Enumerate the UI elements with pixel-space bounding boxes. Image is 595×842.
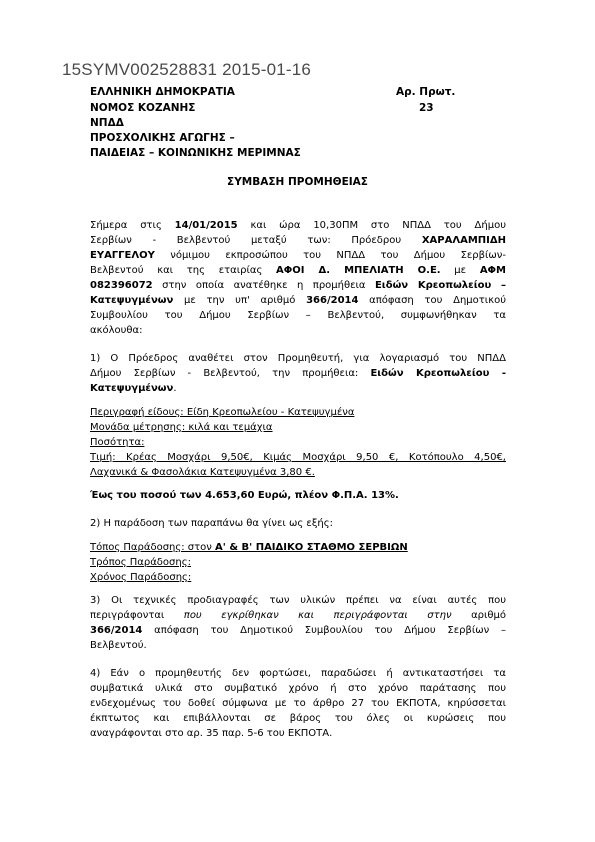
clause-4-line-4: έκπτωτος και επιβάλλονται σε βάρος του όλες οι κυρώσεις που (90, 713, 506, 724)
supply-type: Κατεψυγμένων (90, 295, 174, 306)
item-description: Περιγραφή είδους: Είδη Κρεοπωλείου - Κατεψυγμένα (90, 407, 355, 418)
decision-number: 366/2014 (306, 295, 359, 306)
intro-line-5 (90, 278, 506, 293)
text: απόφαση του Δημοτικού (358, 295, 506, 306)
letterhead-line-4: ΠΡΟΣΧΟΛΙΚΗΣ ΑΓΩΓΗΣ – (90, 132, 235, 144)
document-title: ΣΥΜΒΑΣΗ ΠΡΟΜΗΘΕΙΑΣ (227, 176, 368, 188)
text: αριθμό (451, 610, 506, 621)
item-unit: Μονάδα μέτρησης: κιλά και τεμάχια (90, 422, 273, 433)
document-stamp: 15SYMV002528831 2015-01-16 (62, 60, 312, 79)
approved-specs-text: που εγκρίθηκαν και περιγράφονται στην (183, 610, 452, 621)
text: Δήμου Σερβίων - Βελβεντού, την προμήθεια: (90, 368, 371, 379)
letterhead-line-5: ΠΑΙΔΕΙΑΣ – ΚΟΙΝΩΝΙΚΗΣ ΜΕΡΙΜΝΑΣ (90, 147, 301, 159)
company-name: ΑΦΟΙ Δ. ΜΠΕΛΙΑΤΗ Ο.Ε. (276, 265, 441, 276)
letterhead-line-1: ΕΛΛΗΝΙΚΗ ΔΗΜΟΚΡΑΤΙΑ (90, 86, 235, 98)
delivery-place-value: Α' & Β' ΠΑΙΔΙΚΟ ΣΤΑΘΜΟ ΣΕΡΒΙΩΝ (215, 542, 408, 553)
delivery-place-label: Τόπος Παράδοσης: στον (90, 542, 216, 553)
tax-id: 082396072 (90, 280, 153, 291)
clause-1-line-3 (90, 381, 506, 396)
president-surname: ΧΑΡΑΛΑΜΠΙΔΗ (421, 235, 506, 246)
text: Σερβίων - Βελβεντού μεταξύ των: Πρόεδρου (90, 235, 422, 246)
text: περιγράφονται (90, 610, 184, 621)
clause-2-line-1: 2) Η παράδοση των παραπάνω θα γίνει ως εξής: (90, 518, 333, 529)
text: νόμιμου εκπροσώπου του ΝΠΔΔ του Δήμου Σερβίων- (154, 250, 506, 261)
intro-line-6 (90, 293, 506, 308)
letterhead-line-3: ΝΠΔΔ (90, 117, 124, 129)
protocol-number: 23 (419, 102, 434, 114)
intro-line-4 (90, 263, 506, 278)
clause-3-line-1: 3) Οι τεχνικές προδιαγραφές των υλικών πρέπει να είναι αυτές που (90, 595, 506, 606)
clause-1-line-1: 1) Ο Πρόεδρος αναθέτει στον Προμηθευτή, για λογαριασμό του ΝΠΔΔ (90, 353, 506, 364)
delivery-place (90, 540, 506, 555)
president-name: ΕΥΑΓΓΕΛΟΥ (90, 250, 155, 261)
clause-4-line-3: ενδεχομένως του δοθεί σύμφωνα με το άρθρο 27 του ΕΚΠΟΤΑ, κηρύσσεται (90, 698, 506, 709)
text: . (173, 383, 177, 394)
clause-3-line-4: Βελβεντού. (90, 640, 147, 651)
protocol-label: Αρ. Πρωτ. (396, 86, 456, 98)
intro-line-7: Συμβουλίου του Δήμου Σερβίων – Βελβεντού, συμφωνήθηκαν τα (90, 310, 506, 321)
tax-id-label: ΑΦΜ (479, 265, 507, 276)
text: και ώρα 10,30ΠΜ στο ΝΠΔΔ του Δήμου (237, 220, 506, 231)
contract-date: 14/01/2015 (174, 220, 238, 231)
text: με την υπ' αριθμό (173, 295, 307, 306)
clause-4-line-1: 4) Εάν ο προμηθευτής δεν φορτώσει, παραδώσει ή αντικαταστήσει τα (90, 668, 506, 679)
clause-1-line-2 (90, 366, 506, 381)
supply-type: Κατεψυγμένων (90, 383, 174, 394)
clause-3-line-3 (90, 623, 506, 638)
delivery-method: Τρόπος Παράδοσης: (90, 557, 191, 568)
text: απόφαση του Δημοτικού Συμβουλίου του Δήμου Σερβίων – (142, 625, 506, 636)
item-prices-line-2: Λαχανικά & Φασολάκια Κατεψυγμένα 3,80 €. (90, 467, 315, 478)
intro-line-1 (90, 218, 506, 233)
intro-line-2 (90, 233, 506, 248)
delivery-time: Χρόνος Παράδοσης: (90, 572, 192, 583)
intro-line-8: ακόλουθα: (90, 325, 143, 336)
clause-3-line-2 (90, 608, 506, 623)
item-quantity: Ποσότητα: (90, 437, 145, 448)
supply-type: Ειδών Κρεοπωλείου – (374, 280, 506, 291)
item-prices-line-1: Τιμή: Κρέας Μοσχάρι 9,50€, Κιμάς Μοσχάρι 9,50 €, Κοτόπουλο 4,50€, (90, 452, 506, 463)
text: στην οποία ανατέθηκε η προμήθεια (152, 280, 375, 291)
text: Σήμερα στις (90, 220, 175, 231)
supply-type: Ειδών Κρεοπωλείου - (370, 368, 506, 379)
clause-4-line-5: αναγράφονται στο αρ. 35 παρ. 5-6 του ΕΚΠΟΤΑ. (90, 728, 333, 739)
text: με (440, 265, 480, 276)
text: Βελβεντού και της εταιρίας (90, 265, 277, 276)
intro-line-3 (90, 248, 506, 263)
clause-4-line-2: συμβατικά υλικά στο συμβατικό χρόνο ή στο χρόνο παράτασης που (90, 683, 506, 694)
total-amount: Έως του ποσού των 4.653,60 Ευρώ, πλέον Φ.Π.Α. 13%. (90, 490, 399, 501)
decision-number: 366/2014 (90, 625, 143, 636)
letterhead-line-2: ΝΟΜΟΣ ΚΟΖΑΝΗΣ (90, 102, 196, 114)
